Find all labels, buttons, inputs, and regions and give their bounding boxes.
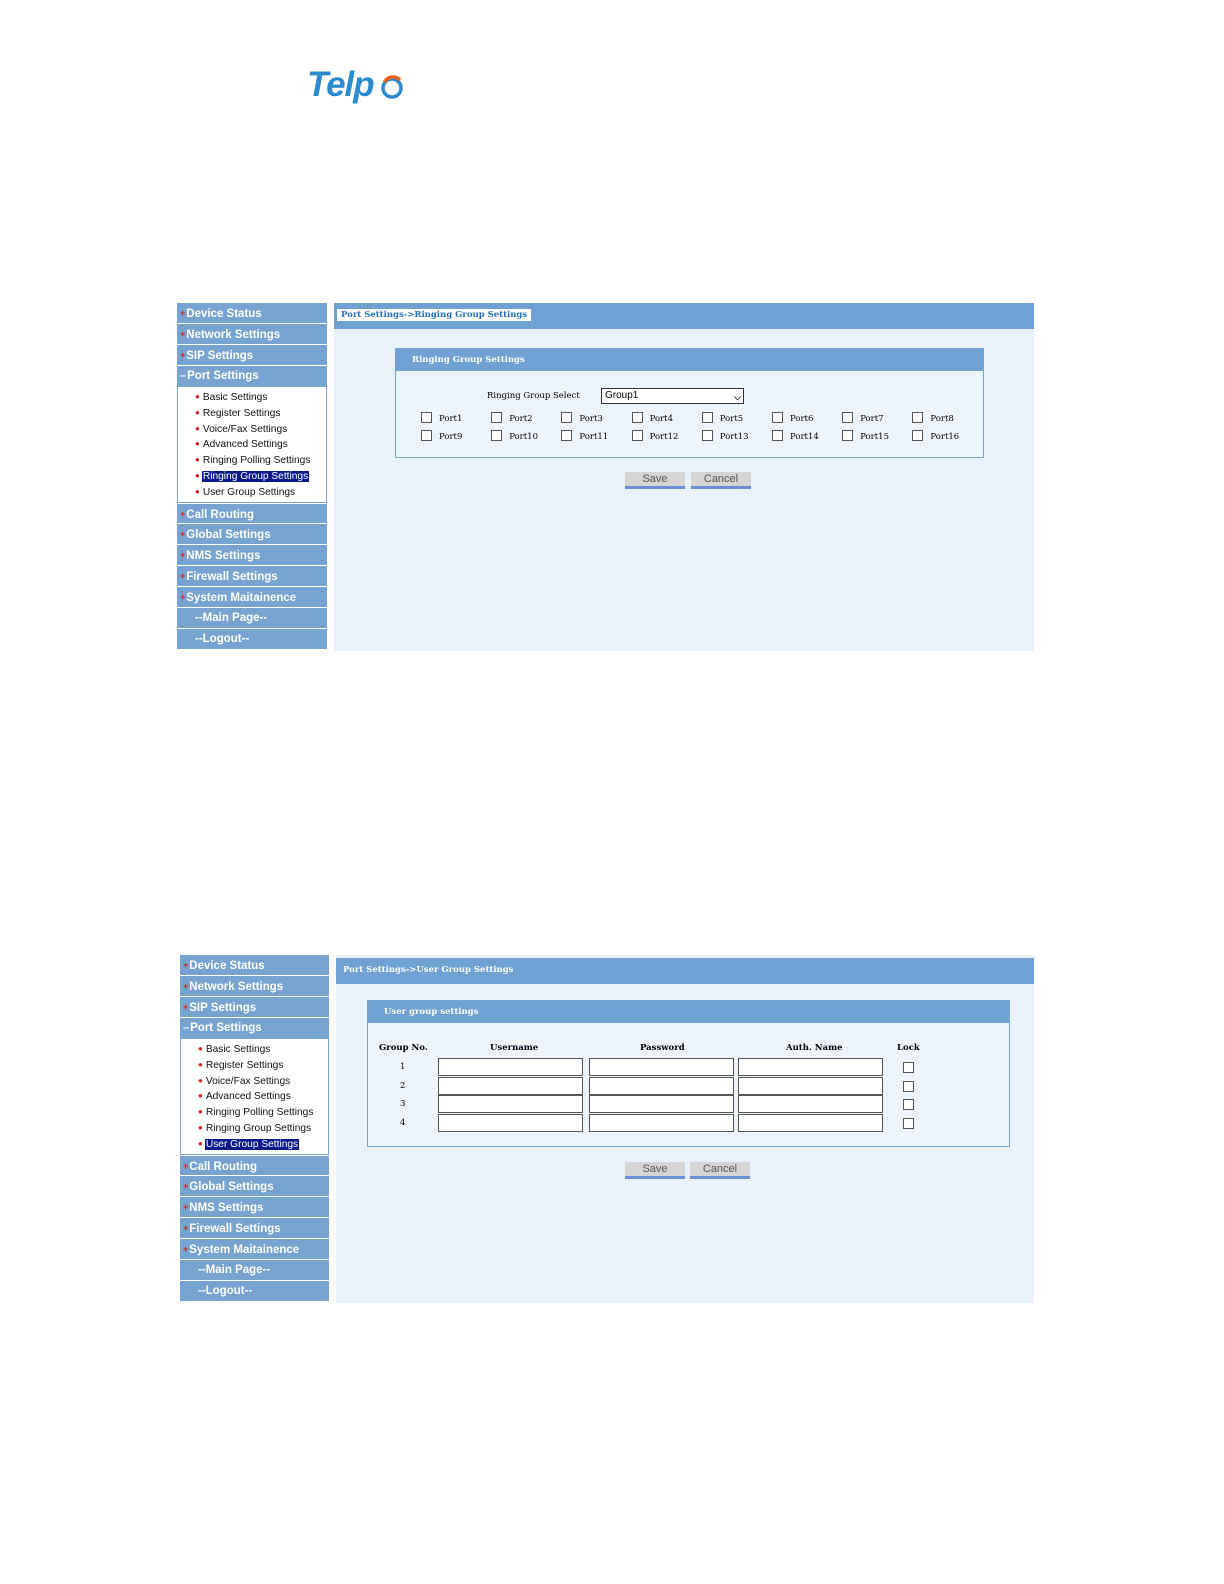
- sidebar-item-port-settings[interactable]: [177, 366, 327, 387]
- sidebar-item-global-settings[interactable]: [180, 1176, 329, 1197]
- lock-checkbox[interactable]: [903, 1081, 914, 1092]
- port-settings-submenu: [177, 387, 327, 503]
- sidebar-item-label: Device Status: [189, 960, 265, 972]
- port-checkbox[interactable]: [632, 412, 643, 423]
- plus-icon: +: [183, 1201, 189, 1212]
- plus-icon: +: [183, 1243, 189, 1254]
- password-input[interactable]: [589, 1095, 734, 1113]
- port-label: Port12: [649, 432, 679, 442]
- sidebar-item-label: --Logout--: [198, 1284, 253, 1297]
- submenu-user-group-settings[interactable]: [178, 484, 326, 500]
- plus-icon: +: [180, 350, 186, 360]
- plus-icon: +: [180, 508, 186, 519]
- port-checkbox[interactable]: [912, 412, 923, 423]
- bullet-icon: ●: [195, 486, 200, 496]
- port-label: Port7: [860, 414, 884, 424]
- submenu-label: Ringing Group Settings: [202, 470, 309, 482]
- port-label: Port14: [790, 432, 819, 442]
- bullet-icon: ●: [195, 470, 200, 480]
- submenu-user-group-settings[interactable]: [181, 1136, 328, 1152]
- sidebar-item-label: Global Settings: [189, 1180, 274, 1193]
- submenu-ringing-group-settings[interactable]: [181, 1120, 328, 1136]
- port-label: Port2: [509, 414, 533, 424]
- auth-name-input[interactable]: [738, 1058, 883, 1076]
- sidebar-item-label: Port Settings: [190, 1022, 262, 1034]
- sidebar-item-firewall-settings[interactable]: [180, 1218, 329, 1239]
- sidebar-item-label: Firewall Settings: [189, 1222, 281, 1235]
- sidebar-item-label: --Logout--: [195, 632, 250, 645]
- port-label: Port5: [719, 414, 744, 424]
- col-header-password: Password: [640, 1043, 685, 1053]
- sidebar-item-label: System Maitainence: [186, 591, 297, 604]
- submenu-label: Voice/Fax Settings: [205, 1075, 291, 1087]
- sidebar-item-network-settings[interactable]: [177, 324, 327, 345]
- breadcrumb: Port Settings->User Group Settings: [343, 965, 514, 975]
- sidebar-item-port-settings[interactable]: [180, 1018, 329, 1039]
- bullet-icon: ●: [198, 1044, 203, 1053]
- sidebar-item-nms-settings[interactable]: [177, 545, 327, 566]
- breadcrumb-bar: [334, 303, 1034, 329]
- save-button[interactable]: Save: [625, 1162, 685, 1179]
- main-content: [334, 303, 1034, 651]
- telpo-logo: [307, 64, 407, 106]
- port-checkbox[interactable]: [772, 412, 783, 423]
- sidebar-item-global-settings[interactable]: [177, 524, 327, 545]
- submenu-label: Ringing Group Settings: [205, 1122, 312, 1134]
- port-checkbox[interactable]: [842, 430, 853, 441]
- sidebar-item-system-maitainence[interactable]: [177, 587, 327, 608]
- plus-icon: +: [180, 528, 186, 539]
- logo-text: Telp: [307, 65, 374, 104]
- breadcrumb-bar: [336, 958, 1034, 984]
- breadcrumb: Port Settings->Ringing Group Settings: [337, 309, 531, 321]
- sidebar-item-firewall-settings[interactable]: [177, 566, 327, 587]
- group-number: 1: [400, 1062, 406, 1072]
- sidebar-item-label: SIP Settings: [189, 1002, 257, 1014]
- sidebar-item-label: Global Settings: [186, 528, 271, 541]
- plus-icon: +: [183, 981, 189, 991]
- port-checkbox[interactable]: [491, 430, 502, 441]
- auth-name-input[interactable]: [738, 1114, 883, 1132]
- submenu-label: Ringing Polling Settings: [202, 455, 311, 467]
- sidebar-item-call-routing[interactable]: [177, 503, 327, 524]
- bullet-icon: ●: [198, 1059, 203, 1069]
- plus-icon: +: [180, 308, 186, 318]
- port-checkbox[interactable]: [561, 412, 572, 423]
- plus-icon: +: [180, 549, 186, 560]
- submenu-register-settings[interactable]: [181, 1057, 328, 1073]
- port-label: Port8: [930, 414, 954, 424]
- submenu-voice-fax-settings[interactable]: [181, 1073, 328, 1089]
- sidebar-item-logout[interactable]: [180, 1281, 329, 1302]
- port-checkbox[interactable]: [842, 412, 853, 423]
- sidebar-item-label: NMS Settings: [186, 549, 261, 562]
- sidebar-item-logout[interactable]: [177, 629, 327, 650]
- password-input[interactable]: [589, 1114, 734, 1132]
- sidebar-item-main-page[interactable]: [180, 1260, 329, 1281]
- username-input[interactable]: [438, 1077, 583, 1095]
- bullet-icon: ●: [195, 455, 200, 465]
- plus-icon: +: [180, 570, 186, 581]
- sidebar-nav: [180, 955, 329, 1302]
- panel-title: Ringing Group Settings: [396, 349, 983, 371]
- sidebar-nav: [177, 303, 327, 650]
- minus-icon: –: [180, 370, 187, 382]
- port-checkbox[interactable]: [491, 412, 502, 423]
- port-checkbox[interactable]: [772, 430, 783, 441]
- user-group-screen: [180, 955, 1034, 1303]
- bullet-icon: ●: [195, 392, 200, 401]
- col-header-lock: Lock: [897, 1043, 920, 1053]
- port-checkbox[interactable]: [702, 430, 713, 441]
- port-checkbox[interactable]: [632, 430, 643, 441]
- sidebar-item-network-settings[interactable]: [180, 976, 329, 997]
- col-header-group-no: Group No.: [379, 1043, 428, 1053]
- port-label: Port4: [649, 414, 673, 424]
- sidebar-item-label: Firewall Settings: [186, 570, 278, 583]
- minus-icon: –: [183, 1022, 190, 1034]
- submenu-basic-settings[interactable]: [178, 389, 326, 405]
- bullet-icon: ●: [195, 407, 200, 417]
- bullet-icon: ●: [198, 1091, 203, 1101]
- plus-icon: +: [183, 960, 189, 970]
- lock-checkbox[interactable]: [903, 1062, 914, 1073]
- password-input[interactable]: [589, 1077, 734, 1095]
- sidebar-item-label: System Maitainence: [189, 1243, 300, 1256]
- sidebar-item-label: Network Settings: [189, 981, 284, 993]
- sidebar-item-call-routing[interactable]: [180, 1155, 329, 1176]
- port-label: Port6: [790, 414, 814, 424]
- port-label: Port15: [860, 432, 889, 442]
- submenu-label: Register Settings: [202, 407, 281, 419]
- submenu-basic-settings[interactable]: [181, 1041, 328, 1057]
- group-number: 2: [400, 1080, 406, 1091]
- submenu-label: Basic Settings: [205, 1044, 271, 1055]
- cancel-button[interactable]: Cancel: [690, 1162, 750, 1179]
- logo-o-icon: [379, 74, 405, 100]
- lock-checkbox[interactable]: [903, 1118, 914, 1129]
- sidebar-item-label: --Main Page--: [198, 1263, 271, 1276]
- port-label: Port16: [930, 432, 960, 442]
- bullet-icon: ●: [198, 1138, 203, 1148]
- sidebar-item-label: Call Routing: [186, 508, 254, 521]
- submenu-label: Advanced Settings: [205, 1091, 291, 1103]
- port-checkbox[interactable]: [561, 430, 572, 441]
- ringing-group-select-label: Ringing Group Select: [487, 391, 580, 401]
- plus-icon: +: [183, 1002, 189, 1012]
- plus-icon: +: [183, 1180, 189, 1191]
- port-label: Port13: [719, 432, 749, 442]
- submenu-label: User Group Settings: [202, 486, 296, 498]
- panel-title: User group settings: [368, 1001, 1009, 1023]
- username-input[interactable]: [438, 1095, 583, 1113]
- main-content: [336, 955, 1034, 1303]
- submenu-ringing-polling-settings[interactable]: [181, 1104, 328, 1120]
- bullet-icon: ●: [198, 1075, 203, 1085]
- ringing-group-select[interactable]: [601, 388, 744, 404]
- sidebar-item-label: SIP Settings: [186, 350, 254, 362]
- submenu-label: Basic Settings: [202, 392, 268, 403]
- submenu-label: Ringing Polling Settings: [205, 1107, 314, 1119]
- auth-name-input[interactable]: [738, 1077, 883, 1095]
- port-checkbox[interactable]: [912, 430, 923, 441]
- ringing-group-screen: [177, 303, 1034, 651]
- sidebar-item-sip-settings[interactable]: [180, 997, 329, 1018]
- sidebar-item-label: NMS Settings: [189, 1201, 264, 1214]
- submenu-register-settings[interactable]: [178, 405, 326, 421]
- submenu-ringing-polling-settings[interactable]: [178, 452, 326, 468]
- submenu-label: Voice/Fax Settings: [202, 423, 288, 435]
- sidebar-item-device-status[interactable]: [180, 955, 329, 976]
- plus-icon: +: [180, 329, 186, 339]
- col-header-username: Username: [490, 1043, 539, 1053]
- submenu-advanced-settings[interactable]: [181, 1088, 328, 1104]
- user-group-panel: [367, 1000, 1010, 1147]
- bullet-icon: ●: [198, 1107, 203, 1117]
- sidebar-item-nms-settings[interactable]: [180, 1197, 329, 1218]
- port-checkbox[interactable]: [702, 412, 713, 423]
- plus-icon: +: [180, 591, 186, 602]
- username-input[interactable]: [438, 1114, 583, 1132]
- cancel-button[interactable]: Cancel: [691, 472, 751, 489]
- lock-checkbox[interactable]: [903, 1099, 914, 1110]
- bullet-icon: ●: [198, 1122, 203, 1132]
- port-label: Port11: [579, 432, 609, 442]
- auth-name-input[interactable]: [738, 1095, 883, 1113]
- sidebar-item-label: Device Status: [186, 308, 262, 320]
- submenu-ringing-group-settings[interactable]: [178, 468, 326, 484]
- sidebar-item-main-page[interactable]: [177, 608, 327, 629]
- col-header-auth-name: Auth. Name: [786, 1043, 843, 1053]
- sidebar-item-device-status[interactable]: [177, 303, 327, 324]
- sidebar-item-label: Port Settings: [187, 370, 259, 382]
- ringing-group-panel: [395, 348, 984, 458]
- port-checkbox[interactable]: [421, 412, 432, 423]
- sidebar-item-label: Network Settings: [186, 329, 281, 341]
- submenu-voice-fax-settings[interactable]: [178, 421, 326, 437]
- submenu-advanced-settings[interactable]: [178, 436, 326, 452]
- port-checkbox[interactable]: [421, 430, 432, 441]
- password-input[interactable]: [589, 1058, 734, 1076]
- plus-icon: +: [183, 1160, 189, 1171]
- sidebar-item-system-maitainence[interactable]: [180, 1239, 329, 1260]
- submenu-label: User Group Settings: [205, 1138, 299, 1150]
- group-number: 3: [400, 1099, 406, 1109]
- bullet-icon: ●: [195, 423, 200, 433]
- sidebar-item-sip-settings[interactable]: [177, 345, 327, 366]
- username-input[interactable]: [438, 1058, 583, 1076]
- port-label: Port10: [509, 432, 538, 442]
- port-label: Port3: [579, 414, 603, 424]
- save-button[interactable]: Save: [625, 472, 685, 489]
- port-label: Port9: [439, 432, 463, 442]
- submenu-label: Advanced Settings: [202, 439, 288, 451]
- port-label: Port1: [439, 414, 463, 424]
- bullet-icon: ●: [195, 439, 200, 449]
- chevron-down-icon: ⌵: [734, 392, 741, 402]
- select-value: Group1: [605, 390, 639, 401]
- plus-icon: +: [183, 1222, 189, 1233]
- port-settings-submenu: [180, 1039, 329, 1155]
- sidebar-item-label: Call Routing: [189, 1160, 257, 1173]
- submenu-label: Register Settings: [205, 1059, 284, 1071]
- sidebar-item-label: --Main Page--: [195, 611, 268, 624]
- group-number: 4: [400, 1117, 406, 1128]
